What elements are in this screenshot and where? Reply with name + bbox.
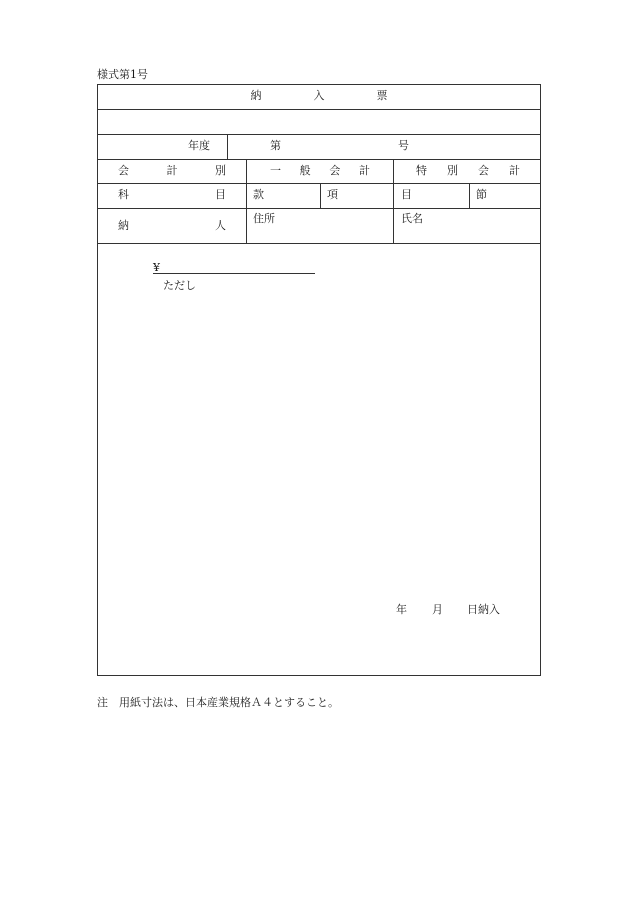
proviso-label: ただし [163, 279, 196, 292]
row-divider [98, 134, 540, 135]
row-divider [98, 159, 540, 160]
payment-slip-form [97, 84, 541, 676]
kou-label: 項 [327, 188, 338, 201]
form-number: 様式第1号 [97, 68, 148, 81]
kan-label: 款 [253, 188, 264, 201]
column-divider [393, 159, 394, 243]
form-title: 納入票 [250, 89, 440, 102]
row-divider [98, 109, 540, 110]
number-prefix: 第 [270, 139, 281, 152]
subject-label: 科 目 [118, 188, 226, 201]
row-divider [98, 243, 540, 244]
address-label: 住所 [253, 212, 275, 225]
special-account-label: 特 別 会 計 [416, 164, 520, 177]
date-year-label: 年 [396, 603, 407, 616]
date-month-label: 月 [432, 603, 443, 616]
column-divider [246, 159, 247, 243]
fiscal-year-label: 年度 [188, 139, 210, 152]
amount-line [153, 273, 315, 274]
yen-symbol: ¥ [153, 261, 160, 274]
paper-size-note: 注 用紙寸法は、日本産業規格Ａ４とすること。 [97, 696, 339, 709]
moku-label: 目 [401, 188, 412, 201]
date-day-paid-label: 日納入 [467, 603, 500, 616]
setsu-label: 節 [476, 188, 487, 201]
payer-label: 納 人 [118, 219, 226, 232]
row-divider [98, 183, 540, 184]
name-label: 氏名 [401, 212, 423, 225]
column-divider [320, 183, 321, 208]
account-category-label: 会 計 別 [118, 164, 226, 177]
column-divider [469, 183, 470, 208]
general-account-label: 一 般 会 計 [270, 164, 370, 177]
number-suffix: 号 [398, 139, 409, 152]
row-divider [98, 208, 540, 209]
column-divider [227, 134, 228, 159]
